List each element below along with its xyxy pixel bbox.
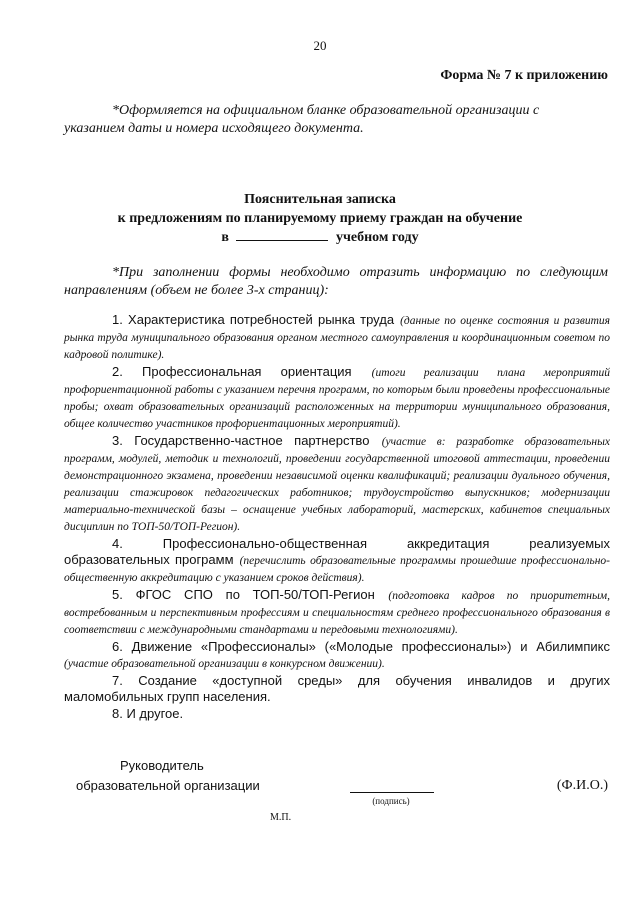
instructions-paragraph: *При заполнении формы необходимо отразить информацию по следующим направлениям (объем не более 3-х страниц): <box>64 265 608 298</box>
list-item <box>64 673 610 705</box>
list-item <box>64 639 610 672</box>
stamp-label: М.П. <box>270 812 292 823</box>
list-item-detail: (подготовка кадров по приоритетным, востребованным и перспективным профессиям и специальностям среднего профессионального образования в соответствии с международными стандартами и передовыми технологиями). <box>64 590 610 636</box>
heading-line-1: Пояснительная записка <box>244 192 396 207</box>
list-item-main: 1. Характеристика потребностей рынка труда <box>112 312 395 327</box>
list-item-main: 7. Создание «доступной среды» для обучения инвалидов и других маломобильных групп населения. <box>64 673 610 704</box>
list-item-detail: (итоги реализации плана мероприятий профориентационной работы с указанием перечня программ, по которым были проведены профессиональные пробы; охват образовательных организаций расположенных на территории муниципального образования, общее количество участников профориентационных мероприятий). <box>64 367 610 430</box>
list-item-main: 3. Государственно-частное партнерство <box>112 433 370 448</box>
document-heading <box>0 190 640 247</box>
list-item <box>64 433 610 535</box>
list-item-main: 6. Движение «Профессионалы» («Молодые профессионалы») и Абилимпикс <box>112 639 610 654</box>
note-line-1: *Оформляется на официальном бланке образовательной организации с <box>112 103 540 118</box>
list-item <box>64 312 610 363</box>
heading-line-3 <box>0 228 640 247</box>
list-item <box>64 364 610 432</box>
signature-caption: (подпись) <box>372 796 410 806</box>
year-blank-line <box>236 228 328 241</box>
heading-line-2: к предложениям по планируемому приему граждан на обучение <box>117 211 523 226</box>
heading-line-3-suffix: учебном году <box>335 230 419 245</box>
heading-line-3-prefix: в <box>221 230 229 245</box>
list-item-detail: (данные по оценке состояния и развития рынка труда муниципального образования органом местного самоуправления и координационным советом по кадровой политике). <box>64 315 610 361</box>
page-number: 20 <box>313 38 327 53</box>
list-item-main: 2. Профессиональная ориентация <box>112 364 352 379</box>
signatory-title-line-1: Руководитель <box>120 758 204 773</box>
directions-list <box>64 312 610 722</box>
list-item <box>64 536 610 586</box>
list-item-detail: (участие в: разработке образовательных программ, модулей, методик и технологий, проведении государственной итоговой аттестации, проведении демонстрационного экзамена, проведении независимой оценки квалификаций; реализации дуального обучения, реализации стажировок педагогических работников; трудоустройство выпускников; модернизации материально-технической базы – оснащение учебных лабораторий, мастерских, кабинетов специальных дисциплин по ТОП-50/ТОП-Регион). <box>64 436 610 533</box>
list-item <box>64 706 610 722</box>
list-item-main: 5. ФГОС СПО по ТОП-50/ТОП-Регион <box>112 587 375 602</box>
note-line-2: указанием даты и номера исходящего документа. <box>64 121 364 136</box>
signature-line <box>350 792 434 793</box>
form-label: Форма № 7 к приложению <box>440 68 608 83</box>
note-paragraph <box>64 102 608 138</box>
list-item-main: 8. И другое. <box>112 706 184 721</box>
list-item-detail: (участие образовательной организации в конкурсном движении). <box>64 658 385 670</box>
signatory-title-line-2: образовательной организации <box>76 778 260 793</box>
list-item-detail: (перечислить образовательные программы прошедшие профессионально-общественную аккредитацию с указанием сроков действия). <box>64 555 611 584</box>
list-item-main: 4. Профессионально-общественная аккредитация реализуемых образовательных программ <box>64 536 610 567</box>
list-item <box>64 587 610 638</box>
name-placeholder: (Ф.И.О.) <box>556 778 608 793</box>
